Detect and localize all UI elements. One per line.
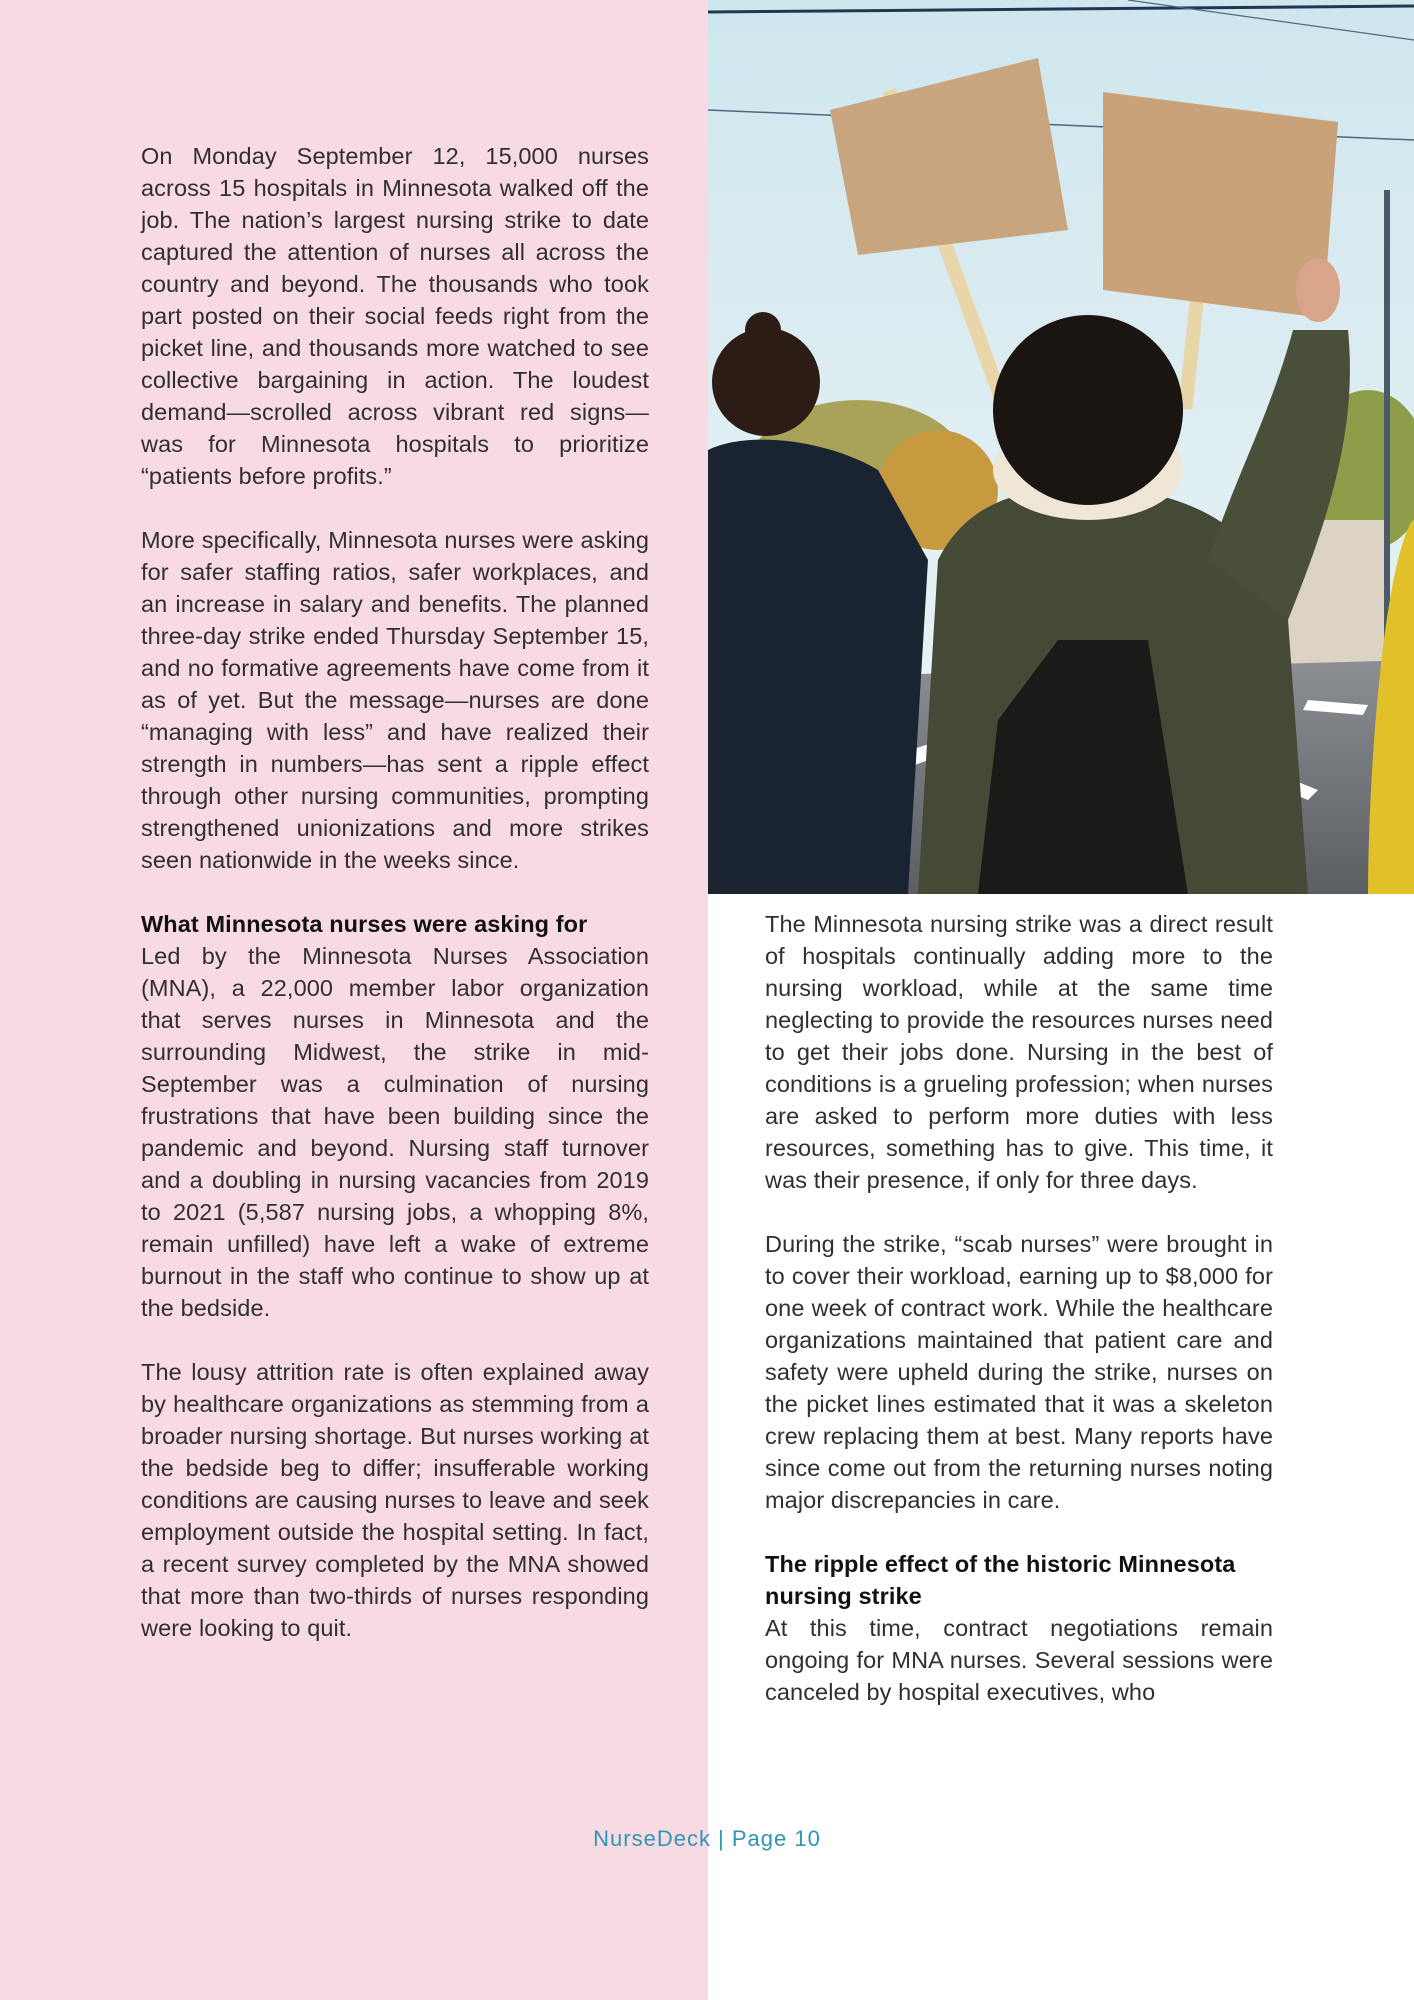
- paragraph: During the strike, “scab nurses” were brought in to cover their workload, earning up to $8,000 for one week of contract work. While the healthcare organizations maintained that patient care and safety were upheld during the strike, nurses on the picket lines estimated that it was a skeleton crew replacing them at best. Many reports have since come out from the returning nurses noting major discrepancies in care.: [765, 1231, 1273, 1513]
- paragraph: On Monday September 12, 15,000 nurses across 15 hospitals in Minnesota walked off the job. The nation’s largest nursing strike to date captured the attention of nurses all across the country and beyond. The thousands who took part posted on their social feeds right from the picket line, and thousands more watched to see collective bargaining in action. The loudest demand—scrolled across vibrant red signs—was for Minnesota hospitals to prioritize “patients before profits.”: [141, 143, 649, 489]
- protest-photo: [708, 0, 1414, 894]
- paragraph: The Minnesota nursing strike was a direct result of hospitals continually adding more to the nursing workload, while at the same time neglecting to provide the resources nurses need to get their jobs done. Nursing in the best of conditions is a grueling profession; when nurses are asked to perform more duties with less resources, something has to give. This time, it was their presence, if only for three days.: [765, 911, 1273, 1193]
- section-heading: The ripple effect of the historic Minnesota nursing strike: [765, 1551, 1236, 1609]
- left-column: [141, 140, 649, 1644]
- paragraph: The lousy attrition rate is often explained away by healthcare organizations as stemming from a broader nursing shortage. But nurses working at the bedside beg to differ; insufferable working conditions are causing nurses to leave and seek employment outside the hospital setting. In fact, a recent survey completed by the MNA showed that more than two-thirds of nurses responding were looking to quit.: [141, 1359, 649, 1641]
- page-footer: NurseDeck | Page 10: [593, 1826, 821, 1851]
- paragraph: At this time, contract negotiations remain ongoing for MNA nurses. Several sessions were canceled by hospital executives, who: [765, 1615, 1273, 1705]
- section-heading: What Minnesota nurses were asking for: [141, 911, 588, 937]
- paragraph: More specifically, Minnesota nurses were asking for safer staffing ratios, safer workplaces, and an increase in salary and benefits. The planned three-day strike ended Thursday September 15, and no formative agreements have come from it as of yet. But the message—nurses are done “managing with less” and have realized their strength in numbers—has sent a ripple effect through other nursing communities, prompting strengthened unionizations and more strikes seen nationwide in the weeks since.: [141, 527, 649, 873]
- right-column: [765, 908, 1273, 1708]
- paragraph: Led by the Minnesota Nurses Association (MNA), a 22,000 member labor organization that serves nurses in Minnesota and the surrounding Midwest, the strike in mid-September was a culmination of nursing frustrations that have been building since the pandemic and beyond. Nursing staff turnover and a doubling in nursing vacancies from 2019 to 2021 (5,587 nursing jobs, a whopping 8%, remain unfilled) have left a wake of extreme burnout in the staff who continue to show up at the bedside.: [141, 943, 649, 1321]
